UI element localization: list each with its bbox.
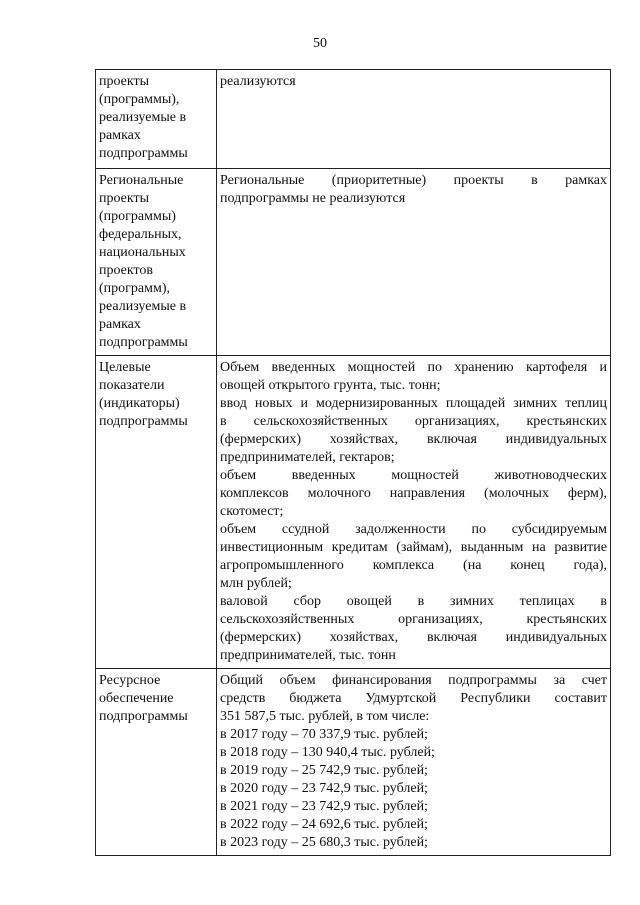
row-label-cell (96, 70, 217, 169)
row-label-line: проекты (99, 74, 150, 89)
row-value-line: скотомест; (220, 504, 284, 519)
row-value-line: валовой сбор овощей в зимних теплицах в (220, 594, 607, 609)
row-value-line: в 2017 году – 70 337,9 тыс. рублей; (220, 727, 428, 742)
row-label-line: проекты (99, 191, 150, 206)
row-value-line: реализуются (220, 74, 296, 89)
row-value-line: объем ссудной задолженности по субсидируемым (220, 522, 607, 537)
row-value-line: в 2022 году – 24 692,6 тыс. рублей; (220, 817, 428, 832)
row-value-line: инвестиционным кредитам (займам), выданным на развитие (220, 540, 607, 555)
row-value-line: в 2018 году – 130 940,4 тыс. рублей; (220, 745, 435, 760)
row-value-cell (217, 669, 611, 856)
row-label-line: (индикаторы) (99, 396, 180, 411)
row-value-line: овощей открытого грунта, тыс. тонн; (220, 378, 441, 393)
row-value-line: Объем введенных мощностей по хранению картофеля и (220, 360, 607, 375)
row-value-line: в 2019 году – 25 742,9 тыс. рублей; (220, 763, 428, 778)
row-value-line: подпрограммы не реализуются (220, 191, 406, 206)
row-value-line: средств бюджета Удмуртской Республики составит (220, 691, 607, 706)
row-label-line: подпрограммы (99, 414, 188, 429)
row-label-line: проектов (99, 263, 154, 278)
row-label-line: подпрограммы (99, 146, 188, 161)
table-row (96, 70, 611, 169)
row-label-cell (96, 356, 217, 669)
row-label-line: реализуемые в (99, 110, 187, 125)
row-value-line: сельскохозяйственных организациях, крестьянских (220, 612, 607, 627)
row-value-line: в 2020 году – 23 742,9 тыс. рублей; (220, 781, 428, 796)
row-value-line: ввод новых и модернизированных площадей зимних теплиц (220, 396, 607, 411)
row-label-line: рамках (99, 317, 141, 332)
row-value-line: Региональные (приоритетные) проекты в рамках (220, 173, 607, 188)
row-value-line: комплексов молочного направления (молочных ферм), (220, 486, 607, 501)
row-label-cell (96, 669, 217, 856)
row-label-line: реализуемые в (99, 299, 187, 314)
row-value-line: (фермерских) хозяйствах, включая индивидуальных (220, 630, 607, 645)
row-label-line: Целевые (99, 360, 151, 375)
row-label-line: (программы), (99, 92, 180, 107)
row-value-line: в сельскохозяйственных организациях, крестьянских (220, 414, 607, 429)
row-value-line: в 2023 году – 25 680,3 тыс. рублей; (220, 835, 428, 850)
table-body (96, 70, 611, 856)
row-label-line: подпрограммы (99, 335, 188, 350)
row-label-line: Ресурсное (99, 673, 161, 688)
row-value-line: 351 587,5 тыс. рублей, в том числе: (220, 709, 430, 724)
subprogram-passport-table (95, 69, 611, 856)
page-number: 50 (313, 36, 327, 51)
row-label-line: обеспечение (99, 691, 174, 706)
row-value-cell (217, 70, 611, 169)
row-label-line: рамках (99, 128, 141, 143)
row-value-line: предпринимателей, гектаров; (220, 450, 395, 465)
row-value-cell (217, 356, 611, 669)
row-value-line: в 2021 году – 23 742,9 тыс. рублей; (220, 799, 428, 814)
row-label-cell (96, 169, 217, 356)
row-label-line: (программы) (99, 209, 176, 224)
row-value-line: Общий объем финансирования подпрограммы за счет (220, 673, 607, 688)
row-label-line: показатели (99, 378, 165, 393)
row-label-line: федеральных, (99, 227, 182, 242)
row-label-line: Региональные (99, 173, 184, 188)
row-label-line: национальных (99, 245, 186, 260)
row-value-line: объем введенных мощностей животноводческих (220, 468, 607, 483)
row-label-line: (программ), (99, 281, 170, 296)
row-value-line: (фермерских) хозяйствах, включая индивидуальных (220, 432, 607, 447)
row-label-line: подпрограммы (99, 709, 188, 724)
table-row (96, 356, 611, 669)
row-value-cell (217, 169, 611, 356)
row-value-line: предпринимателей, тыс. тонн (220, 648, 396, 663)
row-value-line: млн рублей; (220, 576, 292, 591)
table-row (96, 669, 611, 856)
row-value-line: агропромышленного комплекса (на конец года), (220, 558, 607, 573)
table-row (96, 169, 611, 356)
